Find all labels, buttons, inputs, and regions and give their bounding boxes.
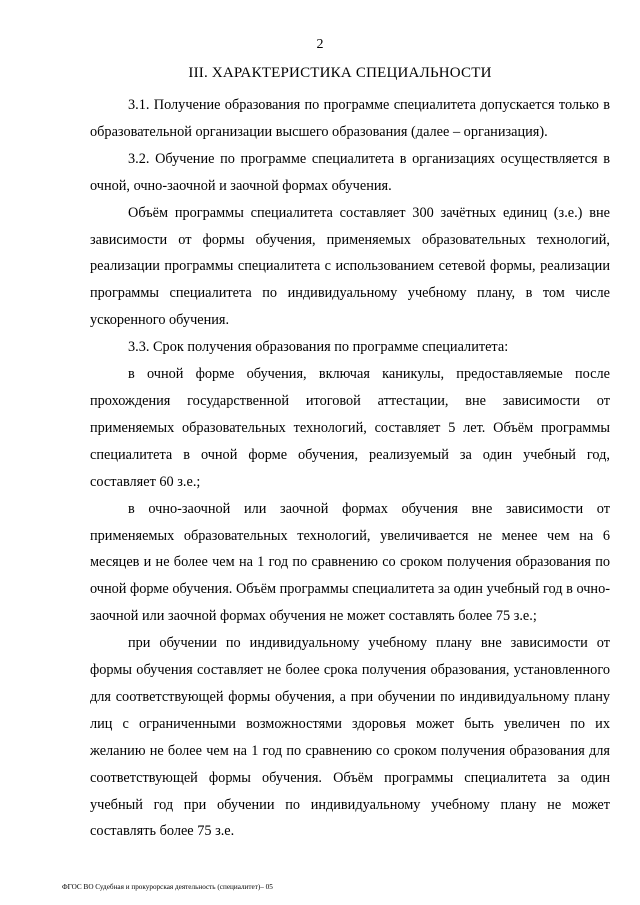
- body-text: [90, 92, 610, 845]
- paragraph-3-3: 3.3. Срок получения образования по программе специалитета:: [128, 339, 509, 356]
- paragraph-3-2: 3.2. Обучение по программе специалитета в организациях осуществляется в очной, очно-заочной и заочной формах обучения.: [90, 150, 610, 194]
- paragraph-3-1: 3.1. Получение образования по программе специалитета допускается только в образовательной организации высшего образования (далее – организация).: [90, 97, 610, 140]
- page-number: 2: [316, 37, 324, 52]
- paragraph-part-time: в очно-заочной или заочной формах обучения вне зависимости от применяемых образовательных технологий, увеличивается не менее чем на 6 месяцев и не более чем на 1 год по сравнению со сроком получения образования по очной форме обучения. Объём программы специалитета за один учебный год в очно-заочной или заочной формах обучения не может составлять более 75 з.е.;: [90, 500, 610, 625]
- paragraph-program-volume: Объём программы специалитета составляет 300 зачётных единиц (з.е.) вне зависимости от формы обучения, применяемых образовательных технологий, реализации программы специалитета с использованием сетевой формы, реализации программы специалитета по индивидуальному учебному плану, в том числе ускоренного обучения.: [90, 204, 610, 329]
- paragraph-full-time: в очной форме обучения, включая каникулы, предоставляемые после прохождения государственной итоговой аттестации, вне зависимости от применяемых образовательных технологий, составляет 5 лет. Объём программы специалитета в очной форме обучения, реализуемый за один учебный год, составляет 60 з.е.;: [90, 366, 610, 490]
- footer-text: ФГОС ВО Судебная и прокурорская деятельность (специалитет)– 05: [62, 883, 273, 891]
- section-title: III. ХАРАКТЕРИСТИКА СПЕЦИАЛЬНОСТИ: [188, 65, 492, 81]
- paragraph-individual-plan: при обучении по индивидуальному учебному плану вне зависимости от формы обучения составляет не более срока получения образования, установленного для соответствующей формы обучения, а при обучении по индивидуальному плану лиц с ограниченными возможностями здоровья может быть увеличен по их желанию не более чем на 1 год по сравнению со сроком получения образования для соответствующей формы обучения. Объём программы специалитета за один учебный год при обучении по индивидуальному учебному плану не может составлять более 75 з.е.: [90, 635, 610, 840]
